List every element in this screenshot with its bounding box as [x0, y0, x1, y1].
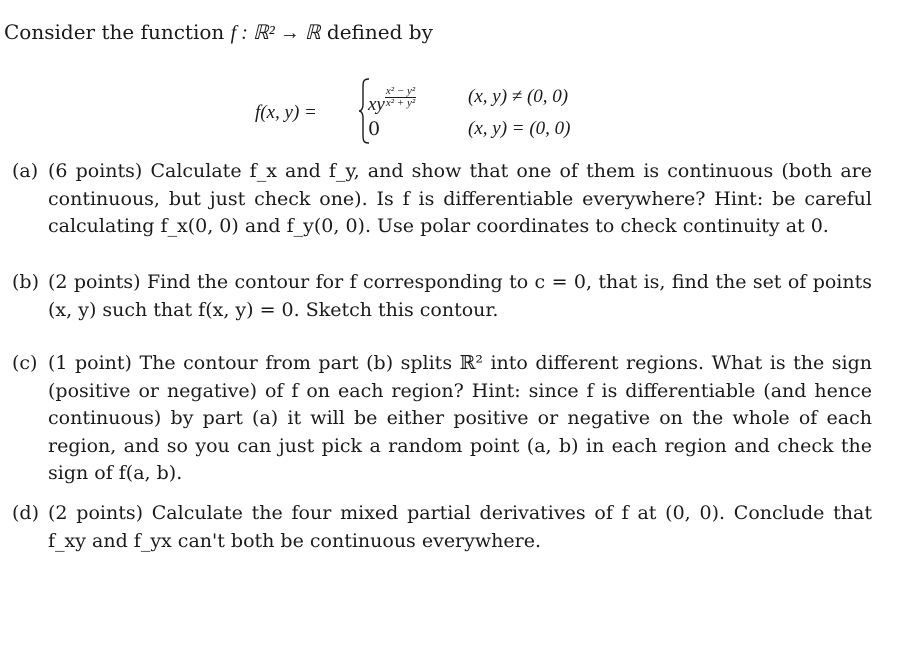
- definition-lhs: f(x, y) =: [255, 102, 317, 123]
- intro-sentence: [4, 18, 433, 47]
- part-d-text: (2 points) Calculate the four mixed partial derivatives of f at (0, 0). Conclude that f_xy and f_yx can't both be continuous everywhere.: [48, 502, 872, 552]
- function-mapping: f : ℝ² → ℝ: [230, 22, 321, 44]
- part-c-label: (c): [12, 352, 38, 374]
- case-one-condition: (x, y) ≠ (0, 0): [468, 86, 569, 107]
- case-one-exponent-fraction: [385, 86, 416, 109]
- fraction-denominator: x² + y²: [385, 97, 416, 109]
- question-part-d: [12, 500, 872, 555]
- part-b-label: (b): [12, 271, 39, 293]
- part-a-text: (6 points) Calculate f_x and f_y, and show that one of them is continuous (both are continuous, but just check one). Is f is differentiable everywhere? Hint: be careful calculating f_x(0, 0) and f_y(0, 0). Use polar coordinates to check continuity at 0.: [48, 160, 872, 237]
- case-two-value: 0: [368, 118, 381, 140]
- piecewise-definition: [255, 78, 655, 148]
- part-b-text: (2 points) Find the contour for f corresponding to c = 0, that is, find the set of points (x, y) such that f(x, y) = 0. Sketch this contour.: [48, 271, 872, 321]
- part-c-text: (1 point) The contour from part (b) splits ℝ² into different regions. What is the sign (positive or negative) of f on each region? Hint: since f is differentiable (and hence continuous) by part (a) it will be either positive or negative on the whole of each region, and so you can just pick a random point (a, b) in each region and check the sign of f(a, b).: [48, 352, 872, 484]
- question-part-b: [12, 269, 872, 324]
- question-part-a: [12, 158, 872, 241]
- case-one-prefix: xy: [368, 94, 385, 115]
- part-a-label: (a): [12, 160, 39, 182]
- intro-text-after: defined by: [320, 20, 433, 44]
- question-part-c: [12, 350, 872, 488]
- case-two-condition: (x, y) = (0, 0): [468, 118, 571, 139]
- intro-text-before: Consider the function: [4, 20, 231, 44]
- fraction-numerator: x² − y²: [385, 85, 416, 97]
- case-one-value: [368, 86, 416, 116]
- part-d-label: (d): [12, 502, 39, 524]
